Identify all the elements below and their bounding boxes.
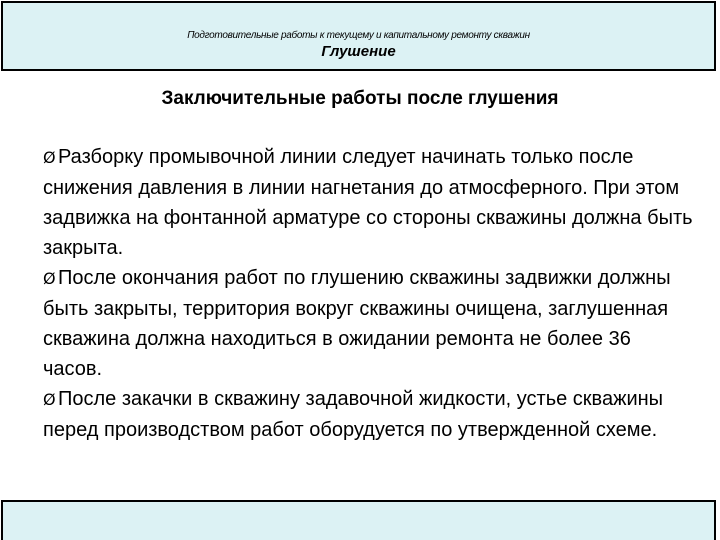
footer-panel xyxy=(1,500,716,540)
arrow-bullet-icon: Ø xyxy=(43,390,56,409)
paragraph-2 xyxy=(43,263,693,384)
arrow-bullet-icon: Ø xyxy=(43,269,56,288)
paragraph-text: После закачки в скважину задавочной жидкости, устье скважины перед производством работ оборудуется по утвержденной схеме. xyxy=(43,388,664,441)
paragraph-1 xyxy=(43,142,693,263)
arrow-bullet-icon: Ø xyxy=(43,148,56,167)
paragraph-text: После окончания работ по глушению скважины задвижки должны быть закрыты, территория вокруг скважины очищена, заглушенная скважина должна находиться в ожидании ремонта не более 36 часов. xyxy=(43,267,671,380)
slide-title: Заключительные работы после глушения xyxy=(161,88,559,109)
paragraph-text: Разборку промывочной линии следует начинать только после снижения давления в линии нагнетания до атмосферного. При этом задвижка на фонтанной арматуре со стороны скважины должна быть закрыта. xyxy=(43,146,693,259)
header-subtitle: Подготовительные работы к текущему и капитальному ремонту скважин xyxy=(187,30,530,41)
body-text xyxy=(43,142,693,445)
paragraph-3 xyxy=(43,384,693,445)
header-title: Глушение xyxy=(321,43,396,60)
header-panel xyxy=(1,1,716,71)
